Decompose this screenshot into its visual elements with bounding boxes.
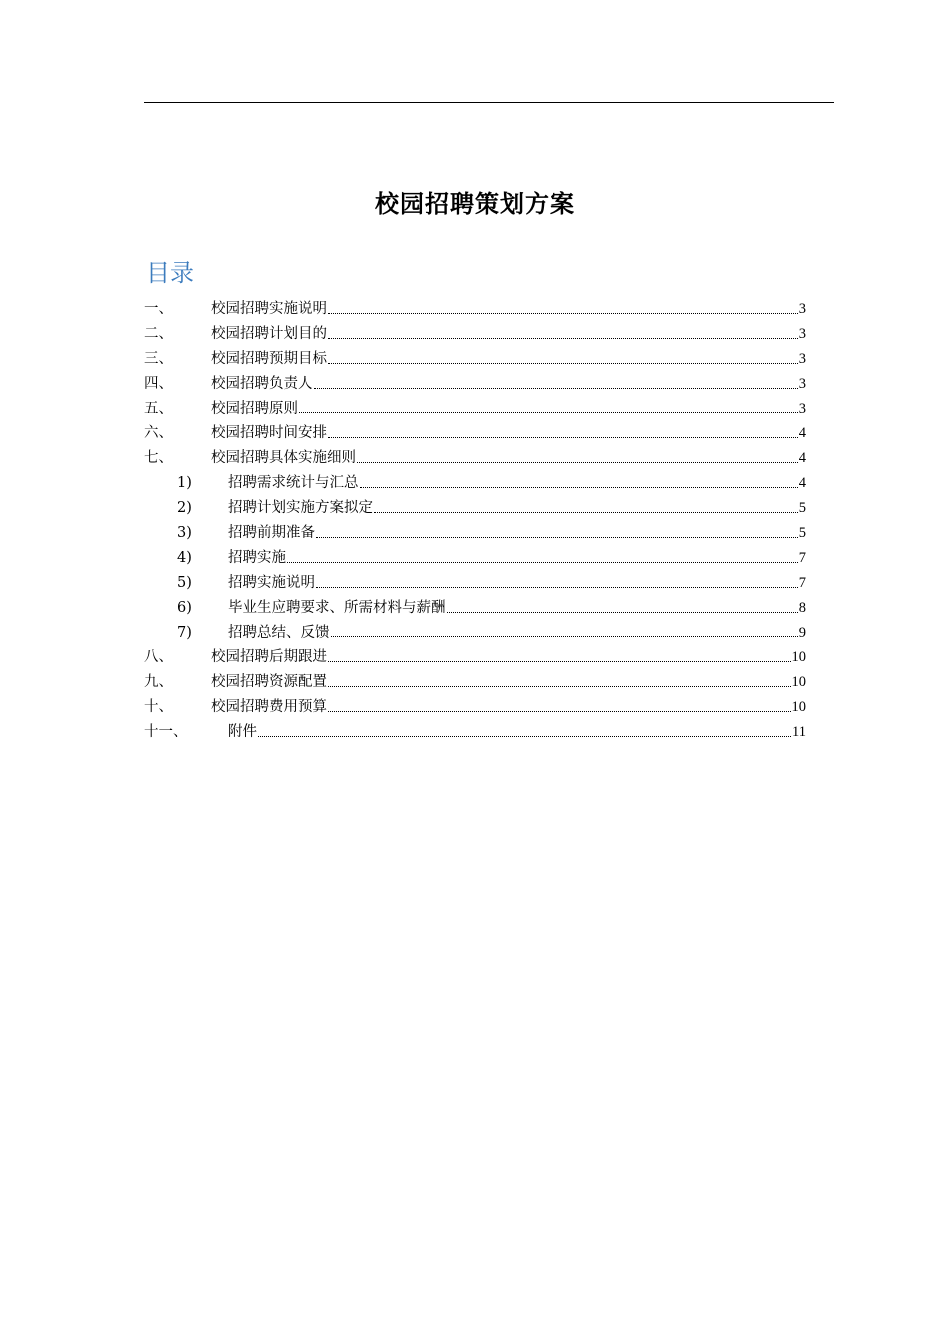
header-rule — [144, 102, 834, 103]
toc-entry-page: 3 — [798, 301, 806, 317]
toc-entry-page: 4 — [798, 425, 806, 442]
toc-entry-label: 校园招聘费用预算 — [211, 699, 327, 716]
toc-entry-page: 4 — [798, 475, 806, 492]
toc-entry-label: 校园招聘具体实施细则 — [211, 450, 356, 467]
toc-leader-dots — [258, 736, 791, 737]
toc-entry-label: 毕业生应聘要求、所需材料与薪酬 — [228, 599, 446, 616]
toc-leader-dots — [328, 661, 791, 662]
toc-entry-number: 3) — [177, 525, 192, 542]
toc-entry-page: 7 — [798, 574, 806, 591]
toc-leader-dots — [328, 313, 798, 314]
toc-entry-number: 7) — [177, 624, 192, 641]
toc-entry-label: 校园招聘负责人 — [211, 375, 313, 392]
toc-entry[interactable] — [144, 297, 806, 322]
toc-leader-dots — [314, 388, 798, 389]
table-of-contents — [144, 297, 806, 745]
toc-leader-dots — [299, 412, 798, 413]
toc-entry-label: 校园招聘原则 — [211, 400, 298, 417]
toc-entry-page: 5 — [798, 525, 806, 542]
toc-entry-number: 二、 — [144, 325, 173, 342]
toc-entry-page: 5 — [798, 500, 806, 517]
toc-entry-page: 3 — [798, 400, 806, 417]
toc-entry-number: 1) — [177, 475, 192, 492]
toc-leader-dots — [360, 487, 798, 488]
toc-entry-page: 10 — [791, 674, 806, 691]
toc-entry-number: 6) — [177, 599, 192, 616]
toc-entry[interactable] — [144, 521, 806, 546]
toc-entry-page: 3 — [798, 350, 806, 367]
toc-entry[interactable] — [144, 720, 806, 745]
toc-entry-number: 一、 — [144, 301, 173, 317]
toc-entry-page: 8 — [798, 599, 806, 616]
toc-entry[interactable] — [144, 471, 806, 496]
toc-entry[interactable] — [144, 347, 806, 372]
document-title: 校园招聘策划方案 — [375, 189, 575, 218]
toc-entry-label: 招聘实施说明 — [228, 574, 315, 591]
toc-entry[interactable] — [144, 372, 806, 397]
toc-entry-label: 校园招聘时间安排 — [211, 425, 327, 442]
toc-entry-number: 三、 — [144, 350, 173, 367]
toc-entry[interactable] — [144, 571, 806, 596]
toc-leader-dots — [447, 612, 798, 613]
toc-entry[interactable] — [144, 322, 806, 347]
toc-heading: 目录 — [146, 259, 194, 287]
toc-entry-number: 4) — [177, 549, 192, 566]
toc-entry-label: 招聘前期准备 — [228, 525, 315, 542]
toc-entry-number: 五、 — [144, 400, 173, 417]
toc-leader-dots — [328, 686, 791, 687]
toc-entry[interactable] — [144, 546, 806, 571]
toc-entry-number: 十一、 — [144, 724, 188, 741]
toc-leader-dots — [374, 512, 798, 513]
toc-entry-number: 八、 — [144, 649, 173, 666]
toc-entry-number: 十、 — [144, 699, 173, 716]
toc-entry-page: 7 — [798, 549, 806, 566]
toc-entry-page: 3 — [798, 375, 806, 392]
toc-leader-dots — [357, 462, 798, 463]
toc-entry-page: 10 — [791, 649, 806, 666]
toc-entry-label: 附件 — [228, 724, 257, 741]
toc-entry[interactable] — [144, 645, 806, 670]
toc-entry[interactable] — [144, 621, 806, 646]
toc-leader-dots — [328, 711, 791, 712]
toc-entry-label: 招聘实施 — [228, 549, 286, 566]
toc-leader-dots — [328, 363, 798, 364]
toc-entry-label: 校园招聘资源配置 — [211, 674, 327, 691]
toc-entry-page: 10 — [791, 699, 806, 716]
toc-entry-label: 招聘需求统计与汇总 — [228, 475, 359, 492]
toc-entry[interactable] — [144, 397, 806, 422]
toc-entry[interactable] — [144, 695, 806, 720]
toc-entry-label: 校园招聘计划目的 — [211, 325, 327, 342]
toc-entry-number: 四、 — [144, 375, 173, 392]
toc-entry-number: 六、 — [144, 425, 173, 442]
toc-entry-label: 校园招聘后期跟进 — [211, 649, 327, 666]
toc-entry-page: 11 — [792, 724, 806, 741]
toc-entry-label: 校园招聘预期目标 — [211, 350, 327, 367]
toc-entry[interactable] — [144, 670, 806, 695]
toc-leader-dots — [331, 636, 798, 637]
toc-entry[interactable] — [144, 421, 806, 446]
toc-leader-dots — [328, 437, 798, 438]
toc-entry[interactable] — [144, 446, 806, 471]
toc-entry-number: 九、 — [144, 674, 173, 691]
toc-entry-label: 招聘总结、反馈 — [228, 624, 330, 641]
toc-entry-page: 4 — [798, 450, 806, 467]
toc-leader-dots — [328, 338, 798, 339]
toc-leader-dots — [287, 562, 798, 563]
toc-leader-dots — [316, 587, 798, 588]
toc-entry-page: 9 — [798, 624, 806, 641]
toc-entry[interactable] — [144, 496, 806, 521]
toc-leader-dots — [316, 537, 798, 538]
toc-entry-label: 招聘计划实施方案拟定 — [228, 500, 373, 517]
toc-entry-number: 七、 — [144, 450, 173, 467]
toc-entry-page: 3 — [798, 325, 806, 342]
toc-entry-number: 2) — [177, 500, 192, 517]
toc-entry[interactable] — [144, 596, 806, 621]
toc-entry-label: 校园招聘实施说明 — [211, 301, 327, 317]
toc-entry-number: 5) — [177, 574, 192, 591]
